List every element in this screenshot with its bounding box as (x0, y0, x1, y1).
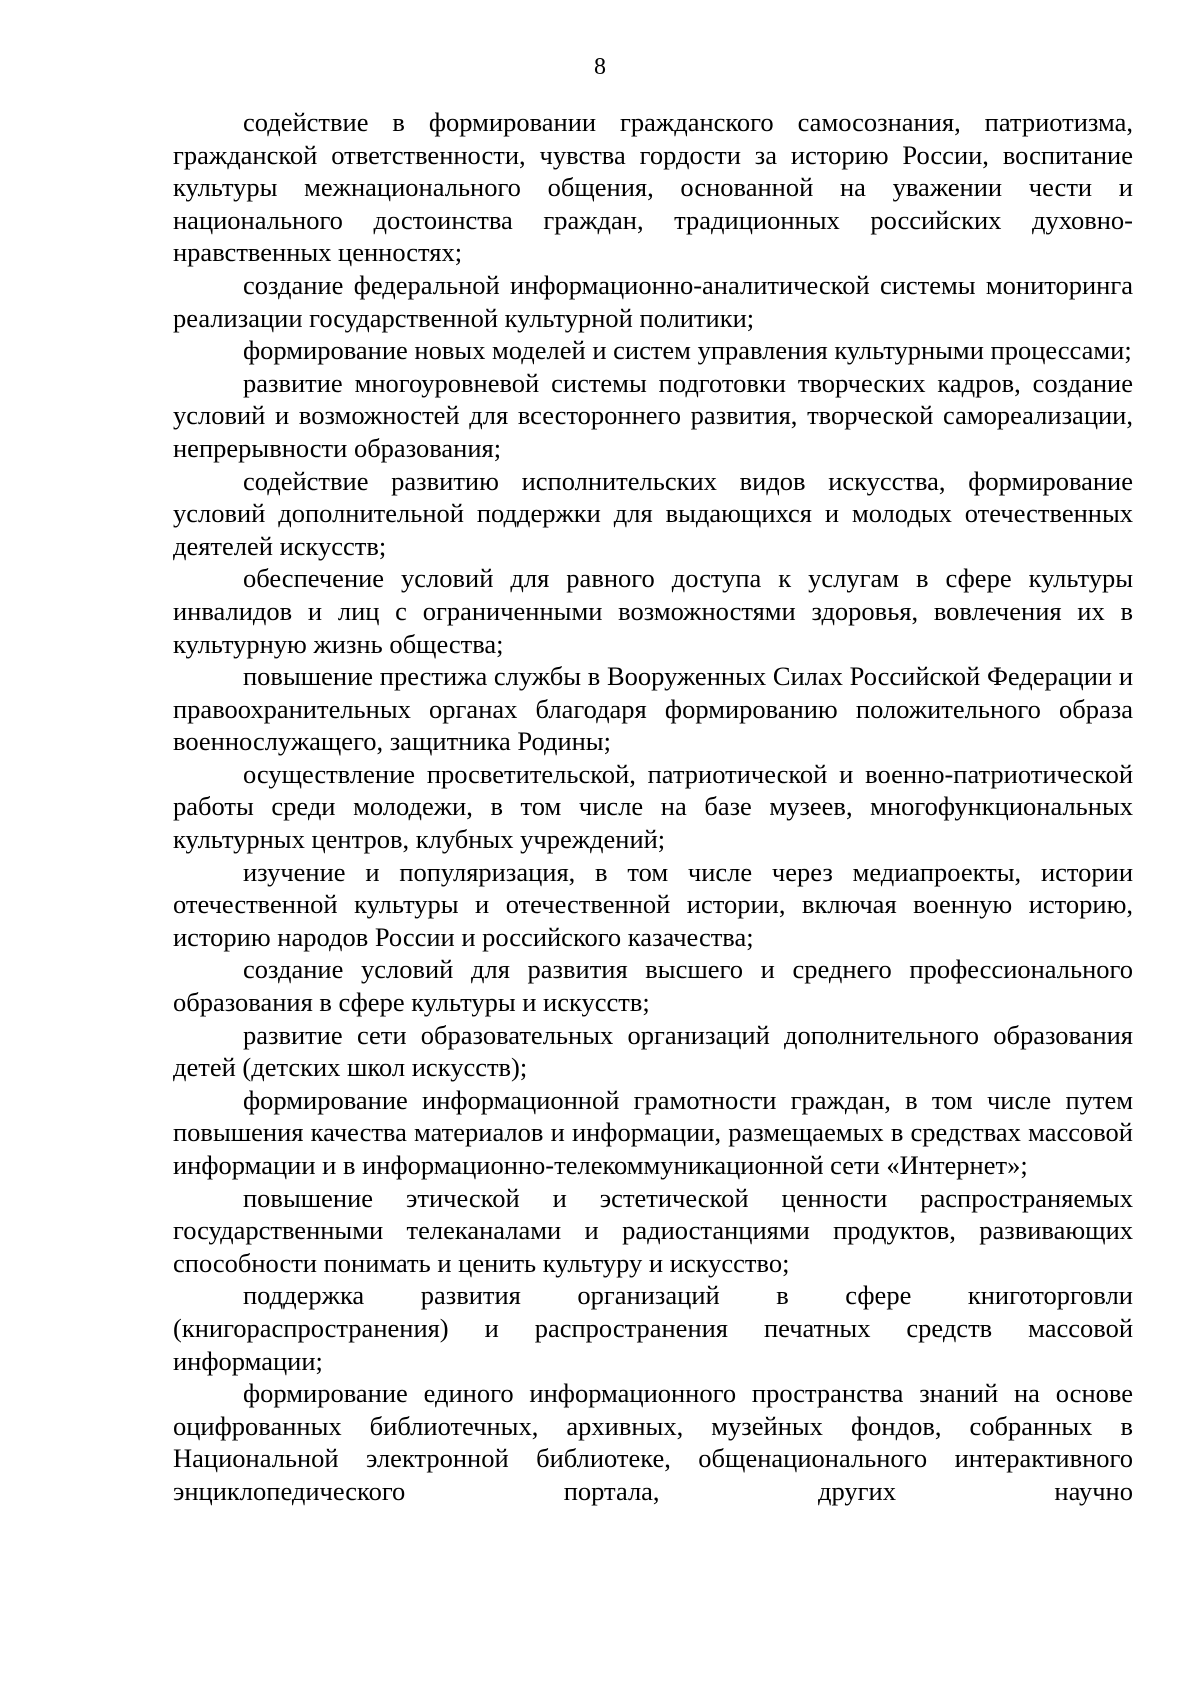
paragraph: поддержка развития организаций в сфере книготорговли (книгораспространения) и распространения печатных средств массовой информации; (173, 1280, 1133, 1376)
paragraph: обеспечение условий для равного доступа к услугам в сфере культуры инвалидов и лиц с ограниченными возможностями здоровья, вовлечения их в культурную жизнь общества; (173, 563, 1133, 659)
paragraph: формирование информационной грамотности граждан, в том числе путем повышения качества материалов и информации, размещаемых в средствах массовой информации и в информационно-телекоммуникационной сети «Интернет»; (173, 1084, 1133, 1180)
paragraph: изучение и популяризация, в том числе через медиапроекты, истории отечественной культуры и отечественной истории, включая военную историю, историю народов России и российского казачества; (173, 856, 1133, 952)
paragraph: развитие многоуровневой системы подготовки творческих кадров, создание условий и возможностей для всестороннего развития, творческой самореализации, непрерывности образования; (173, 367, 1133, 463)
paragraph: формирование единого информационного пространства знаний на основе оцифрованных библиотечных, архивных, музейных фондов, собранных в Национальной электронной библиотеке, общенационального интерактивного энциклопедического портала, других научно (173, 1378, 1133, 1506)
paragraph: повышение этической и эстетической ценности распространяемых государственными телеканалами и радиостанциями продуктов, развивающих способности понимать и ценить культуру и искусство; (173, 1182, 1133, 1278)
paragraph: осуществление просветительской, патриотической и военно-патриотической работы среди молодежи, в том числе на базе музеев, многофункциональных культурных центров, клубных учреждений; (173, 758, 1133, 855)
paragraph: формирование новых моделей и систем управления культурными процессами; (243, 335, 1132, 366)
paragraph: развитие сети образовательных организаций дополнительного образования детей (детских школ искусств); (173, 1019, 1133, 1083)
page-number: 8 (594, 54, 606, 80)
paragraph: содействие в формировании гражданского самосознания, патриотизма, гражданской ответственности, чувства гордости за историю России, воспитание культуры межнационального общения, основанной на уважении чести и национального достоинства граждан, традиционных российских духовно-нравственных ценностях; (173, 107, 1133, 268)
paragraph: создание федеральной информационно-аналитической системы мониторинга реализации государственной культурной политики; (173, 269, 1133, 333)
paragraph: создание условий для развития высшего и среднего профессионального образования в сфере культуры и искусств; (173, 954, 1133, 1018)
paragraph: содействие развитию исполнительских видов искусства, формирование условий дополнительной поддержки для выдающихся и молодых отечественных деятелей искусств; (173, 465, 1133, 561)
paragraph: повышение престижа службы в Вооруженных Силах Российской Федерации и правоохранительных органах благодаря формированию положительного образа военнослужащего, защитника Родины; (173, 661, 1133, 757)
document-body (173, 106, 1133, 1508)
